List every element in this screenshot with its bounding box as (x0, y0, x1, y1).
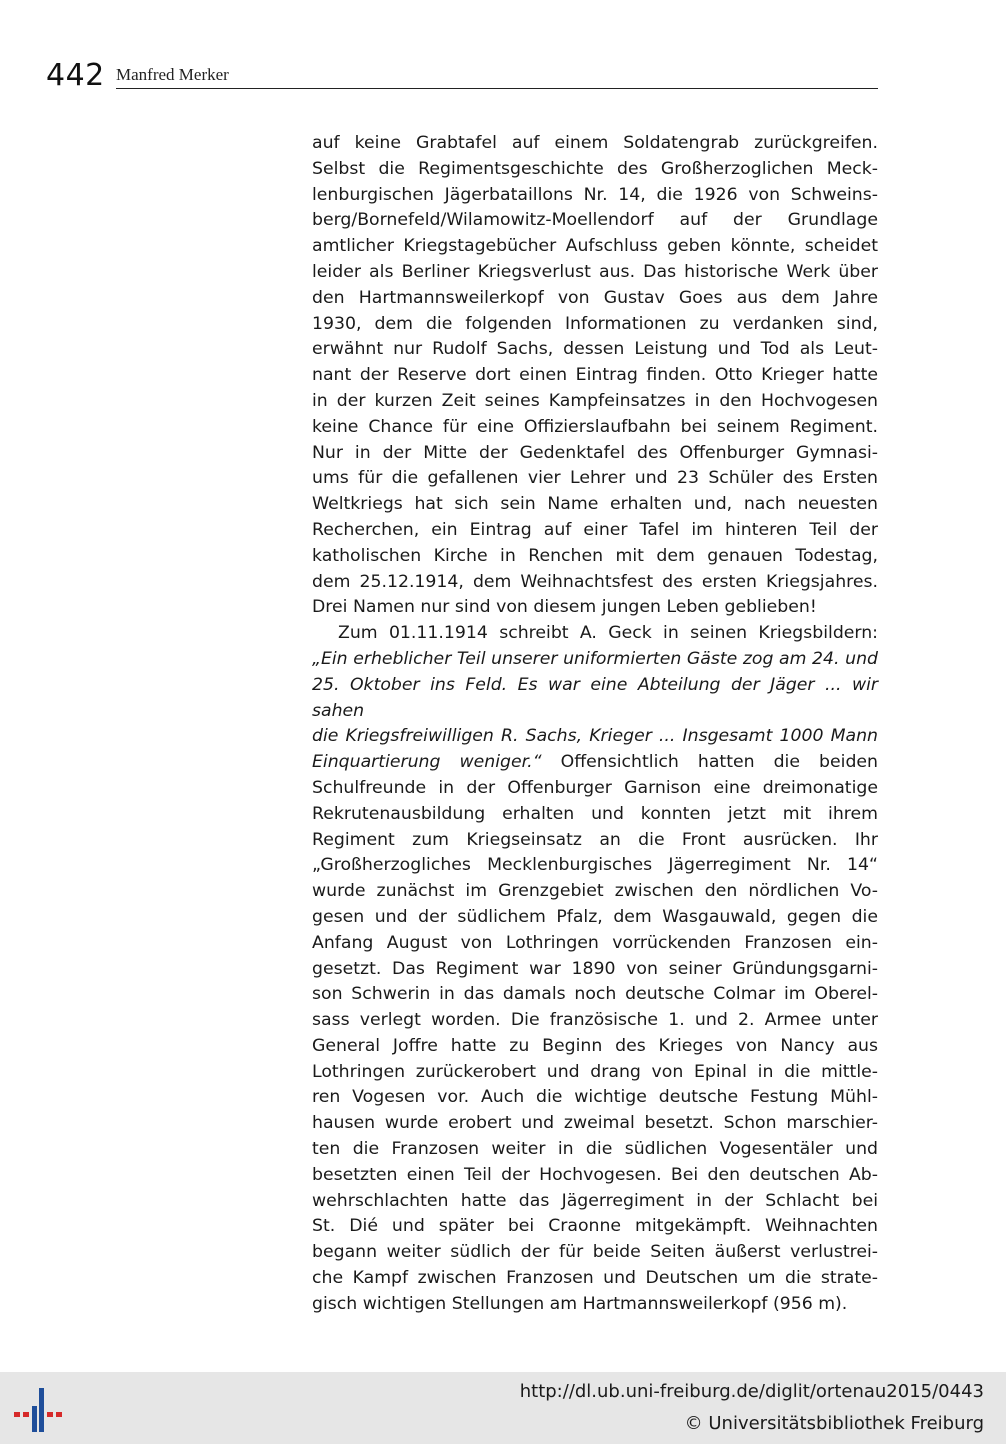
text-line: ums für die gefallenen vier Lehrer und 23 Schüler des Ersten (312, 468, 878, 489)
text-span: Offensichtlich hatten die beiden (541, 752, 878, 773)
text-line: Drei Namen nur sind von diesem jungen Leben geblieben! (312, 597, 817, 618)
quote-text: Einquartierung weniger.“ (312, 752, 542, 773)
text-line: Nur in der Mitte der Gedenktafel des Offenburger Gymnasi- (312, 442, 878, 463)
quote-text: 25. Oktober ins Feld. Es war eine Abteilung der Jäger ... wir sahen (312, 674, 878, 721)
text-line: son Schwerin in das damals noch deutsche Colmar im Oberel- (312, 984, 878, 1005)
text-line (312, 673, 878, 725)
text-line: Lothringen zurückerobert und drang von Epinal in die mittle- (312, 1061, 878, 1082)
body-text (312, 131, 878, 1318)
text-line: Anfang August von Lothringen vorrückenden Franzosen ein- (312, 932, 878, 953)
text-line: amtlicher Kriegstagebücher Aufschluss geben könnte, scheidet (312, 236, 878, 257)
text-line: gesetzt. Das Regiment war 1890 von seiner Gründungsgarni- (312, 958, 878, 979)
text-line: nant der Reserve dort einen Eintrag finden. Otto Krieger hatte (312, 365, 878, 386)
text-line: Regiment zum Kriegseinsatz an die Front ausrücken. Ihr (312, 829, 878, 850)
text-line (312, 647, 878, 673)
text-line: „Großherzogliches Mecklenburgisches Jägerregiment Nr. 14“ (312, 855, 878, 876)
text-line: Recherchen, ein Eintrag auf einer Tafel im hinteren Teil der (312, 519, 878, 540)
text-line: che Kampf zwischen Franzosen und Deutschen um die strate- (312, 1268, 878, 1289)
text-line: berg/Bornefeld/Wilamowitz-Moellendorf auf der Grundlage (312, 210, 878, 231)
footer-url[interactable]: http://dl.ub.uni-freiburg.de/diglit/ortenau2015/0443 (519, 1381, 984, 1402)
text-line: katholischen Kirche in Renchen mit dem genauen Todestag, (312, 545, 878, 566)
text-line: auf keine Grabtafel auf einem Soldatengrab zurückgreifen. (312, 133, 878, 153)
text-line: keine Chance für eine Offizierslaufbahn bei seinem Regiment. (312, 416, 878, 437)
text-line: Weltkriegs hat sich sein Name erhalten und, nach neuesten (312, 494, 878, 515)
text-line: St. Dié und später bei Craonne mitgekämpft. Weihnachten (312, 1216, 878, 1237)
text-line: wehrschlachten hatte das Jägerregiment in der Schlacht bei (312, 1190, 878, 1211)
text-line: den Hartmannsweilerkopf von Gustav Goes aus dem Jahre (312, 287, 878, 308)
page-number: 442 (46, 58, 105, 93)
text-line: Selbst die Regimentsgeschichte des Großherzoglichen Meck- (312, 158, 878, 179)
text-line: lenburgischen Jägerbataillons Nr. 14, die 1926 von Schweins- (312, 184, 878, 205)
text-line: besetzten einen Teil der Hochvogesen. Bei den deutschen Ab- (312, 1164, 878, 1185)
footer-bar (0, 1372, 1006, 1444)
text-line: begann weiter südlich der für beide Seiten äußerst verlustrei- (312, 1242, 878, 1263)
text-line: dem 25.12.1914, dem Weihnachtsfest des ersten Kriegsjahres. (312, 571, 878, 592)
text-line: ten die Franzosen weiter in die südlichen Vogesentäler und (312, 1139, 878, 1160)
paragraph-1 (312, 131, 878, 621)
paragraph-2 (312, 621, 878, 1318)
text-line: gisch wichtigen Stellungen am Hartmannsweilerkopf (956 m). (312, 1293, 848, 1314)
text-line: 1930, dem die folgenden Informationen zu verdanken sind, (312, 313, 878, 334)
text-line (312, 750, 878, 776)
text-line: General Joffre hatte zu Beginn des Krieges von Nancy aus (312, 1035, 878, 1056)
quote-text: „Ein erheblicher Teil unserer uniformierten Gäste zog am 24. und (312, 648, 878, 669)
text-line: erwähnt nur Rudolf Sachs, dessen Leistung und Tod als Leut- (312, 339, 878, 360)
ub-freiburg-logo-icon (12, 1386, 64, 1434)
header-rule (116, 88, 878, 89)
text-line: gesen und der südlichem Pfalz, dem Wasgauwald, gegen die (312, 906, 878, 927)
text-line (312, 724, 878, 750)
footer-copyright: © Universitätsbibliothek Freiburg (684, 1413, 984, 1434)
text-line: in der kurzen Zeit seines Kampfeinsatzes in den Hochvogesen (312, 390, 878, 411)
text-line: ren Vogesen vor. Auch die wichtige deutsche Festung Mühl- (312, 1087, 878, 1108)
text-line: leider als Berliner Kriegsverlust aus. Das historische Werk über (312, 261, 878, 282)
quote-text: die Kriegsfreiwilligen R. Sachs, Krieger ... Insgesamt 1000 Mann (312, 726, 878, 747)
running-head: Manfred Merker (116, 65, 229, 84)
text-line: Schulfreunde in der Offenburger Garnison eine dreimonatige (312, 777, 878, 798)
text-line: sass verlegt worden. Die französische 1. und 2. Armee unter (312, 1010, 878, 1031)
text-line: wurde zunächst im Grenzgebiet zwischen den nördlichen Vo- (312, 881, 878, 902)
text-line: Rekrutenausbildung erhalten und konnten jetzt mit ihrem (312, 803, 878, 824)
text-line: Zum 01.11.1914 schreibt A. Geck in seinen Kriegsbildern: (338, 623, 878, 644)
text-line: hausen wurde erobert und zweimal besetzt. Schon marschier- (312, 1113, 878, 1134)
